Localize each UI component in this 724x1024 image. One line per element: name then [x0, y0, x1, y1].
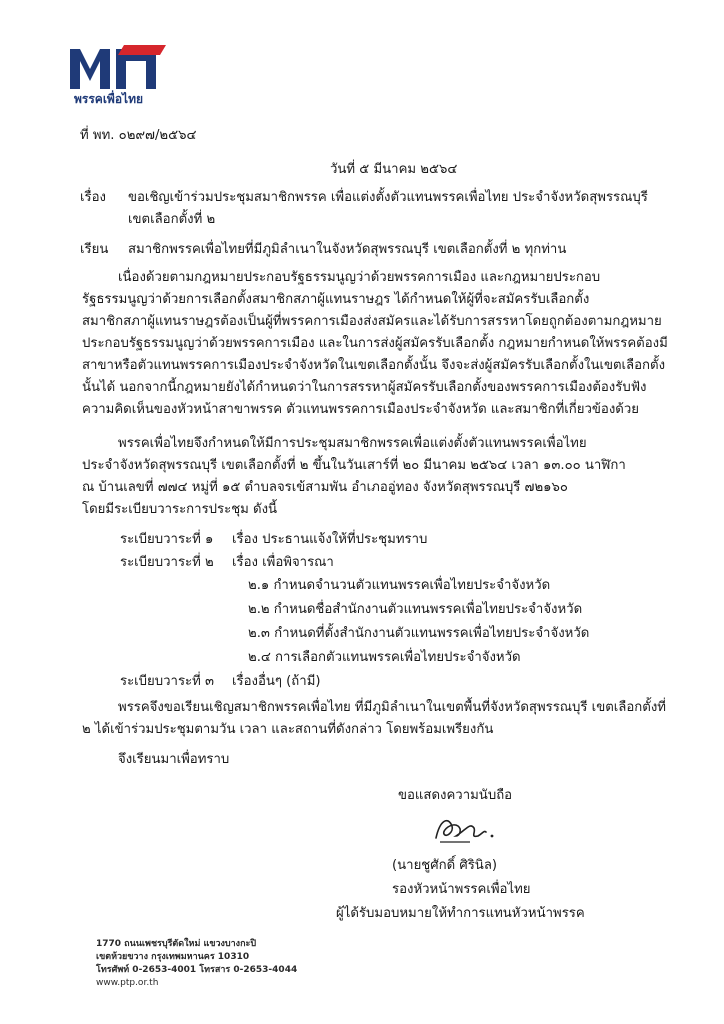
agenda-item-label: ระเบียบวาระที่ ๒ — [120, 555, 214, 570]
signatory-name: (นายชูศักดิ์ ศิรินิล) — [392, 858, 498, 873]
paragraph-line: นั้นได้ นอกจากนี้กฎหมายยังได้กำหนดว่าในการสรรหาผู้สมัครรับเลือกตั้งของพรรคการเมืองต้องรับฟัง — [82, 380, 647, 395]
subject-line-1: ขอเชิญเข้าร่วมประชุมสมาชิกพรรค เพื่อแต่งตั้งตัวแทนพรรคเพื่อไทย ประจำจังหวัดสุพรรณบุรี — [128, 190, 648, 205]
body-paragraph-3 — [82, 698, 666, 740]
footer-line: เขตห้วยขวาง กรุงเทพมหานคร 10310 — [96, 952, 250, 962]
agenda-subitem: ๒.๒ กำหนดชื่อสำนักงานตัวแทนพรรคเพื่อไทยประจำจังหวัด — [248, 602, 583, 617]
reference-number: ที่ พท. ๐๒๙๗/๒๕๖๔ — [80, 128, 197, 143]
footer-line: โทรศัพท์ 0-2653-4001 โทรสาร 0-2653-4044 — [96, 965, 298, 975]
paragraph-line: พรรคเพื่อไทยจึงกำหนดให้มีการประชุมสมาชิกพรรคเพื่อแต่งตั้งตัวแทนพรรคเพื่อไทย — [118, 436, 587, 451]
closing-request: จึงเรียนมาเพื่อทราบ — [118, 752, 230, 767]
paragraph-line: ประจำจังหวัดสุพรรณบุรี เขตเลือกตั้งที่ ๒ ขึ้นในวันเสาร์ที่ ๒๐ มีนาคม ๒๕๖๔ เวลา ๑๓.๐๐ นาฬิกา — [82, 458, 626, 473]
subject-line-2: เขตเลือกตั้งที่ ๒ — [128, 212, 216, 227]
party-name-logo: พรรคเพื่อไทย — [74, 92, 144, 106]
handwritten-signature — [430, 812, 500, 848]
paragraph-line: เนื่องด้วยตามกฎหมายประกอบรัฐธรรมนูญว่าด้วยพรรคการเมือง และกฎหมายประกอบ — [118, 270, 601, 285]
recipient-text: สมาชิกพรรคเพื่อไทยที่มีภูมิลำเนาในจังหวัดสุพรรณบุรี เขตเลือกตั้งที่ ๒ ทุกท่าน — [128, 242, 567, 257]
paragraph-line: ความคิดเห็นของหัวหน้าสาขาพรรค ตัวแทนพรรคการเมืองประจำจังหวัด และสมาชิกที่เกี่ยวข้องด้วย — [82, 402, 639, 417]
paragraph-line: ประกอบรัฐธรรมนูญว่าด้วยพรรคการเมือง และในการส่งผู้สมัครรับเลือกตั้ง กฎหมายกำหนดให้พรรคต้องมี — [82, 336, 668, 351]
agenda-item-label: ระเบียบวาระที่ ๑ — [120, 532, 214, 547]
footer-address — [96, 938, 297, 990]
paragraph-line: ณ บ้านเลขที่ ๗๗๔ หมู่ที่ ๑๕ ตำบลจรเข้สามพัน อำเภออู่ทอง จังหวัดสุพรรณบุรี ๗๒๑๖๐ — [82, 480, 568, 495]
closing-salutation: ขอแสดงความนับถือ — [398, 788, 513, 803]
body-paragraph-1 — [82, 268, 668, 420]
paragraph-line: สมาชิกสภาผู้แทนราษฎรต้องเป็นผู้ที่พรรคการเมืองส่งสมัครและได้รับการสรรหาโดยถูกต้องตามกฎหมาย — [82, 314, 662, 329]
letter-date: วันที่ ๕ มีนาคม ๒๕๖๔ — [330, 162, 458, 177]
agenda-subitem: ๒.๓ กำหนดที่ตั้งสำนักงานตัวแทนพรรคเพื่อไทยประจำจังหวัด — [248, 626, 590, 641]
paragraph-line: พรรคจึงขอเรียนเชิญสมาชิกพรรคเพื่อไทย ที่มีภูมิลำเนาในเขตพื้นที่จังหวัดสุพรรณบุรี เขตเลือกตั้งที่ — [118, 700, 666, 715]
agenda-subitem: ๒.๔ การเลือกตัวแทนพรรคเพื่อไทยประจำจังหวัด — [248, 650, 521, 665]
agenda-item-label: ระเบียบวาระที่ ๓ — [120, 674, 215, 689]
paragraph-line: รัฐธรรมนูญว่าด้วยการเลือกตั้งสมาชิกสภาผู้แทนราษฎร ได้กำหนดให้ผู้ที่จะสมัครรับเลือกตั้ง — [82, 292, 590, 307]
agenda-item-text: เรื่องอื่นๆ (ถ้ามี) — [232, 674, 321, 689]
paragraph-line: สาขาหรือตัวแทนพรรคการเมืองประจำจังหวัดในเขตเลือกตั้งนั้น จึงจะส่งผู้สมัครรับเลือกตั้งในเขตเลือกตั้ง — [82, 358, 666, 373]
subject-label: เรื่อง — [80, 190, 106, 205]
paragraph-line: โดยมีระเบียบวาระการประชุม ดังนี้ — [82, 502, 278, 517]
signatory-role: ผู้ได้รับมอบหมายให้ทำการแทนหัวหน้าพรรค — [336, 906, 585, 921]
footer-line: 1770 ถนนเพชรบุรีตัดใหม่ แขวงบางกะปิ — [96, 939, 257, 949]
agenda-item-text: เรื่อง ประธานแจ้งให้ที่ประชุมทราบ — [232, 532, 428, 547]
paragraph-line: ๒ ได้เข้าร่วมประชุมตามวัน เวลา และสถานที่ดังกล่าว โดยพร้อมเพรียงกัน — [82, 722, 494, 737]
footer-website: www.ptp.or.th — [96, 978, 159, 988]
agenda-item-text: เรื่อง เพื่อพิจารณา — [232, 555, 334, 570]
agenda-subitem: ๒.๑ กำหนดจำนวนตัวแทนพรรคเพื่อไทยประจำจังหวัด — [248, 578, 551, 593]
signatory-title: รองหัวหน้าพรรคเพื่อไทย — [392, 882, 531, 897]
recipient-label: เรียน — [80, 242, 109, 257]
body-paragraph-2 — [82, 434, 642, 520]
